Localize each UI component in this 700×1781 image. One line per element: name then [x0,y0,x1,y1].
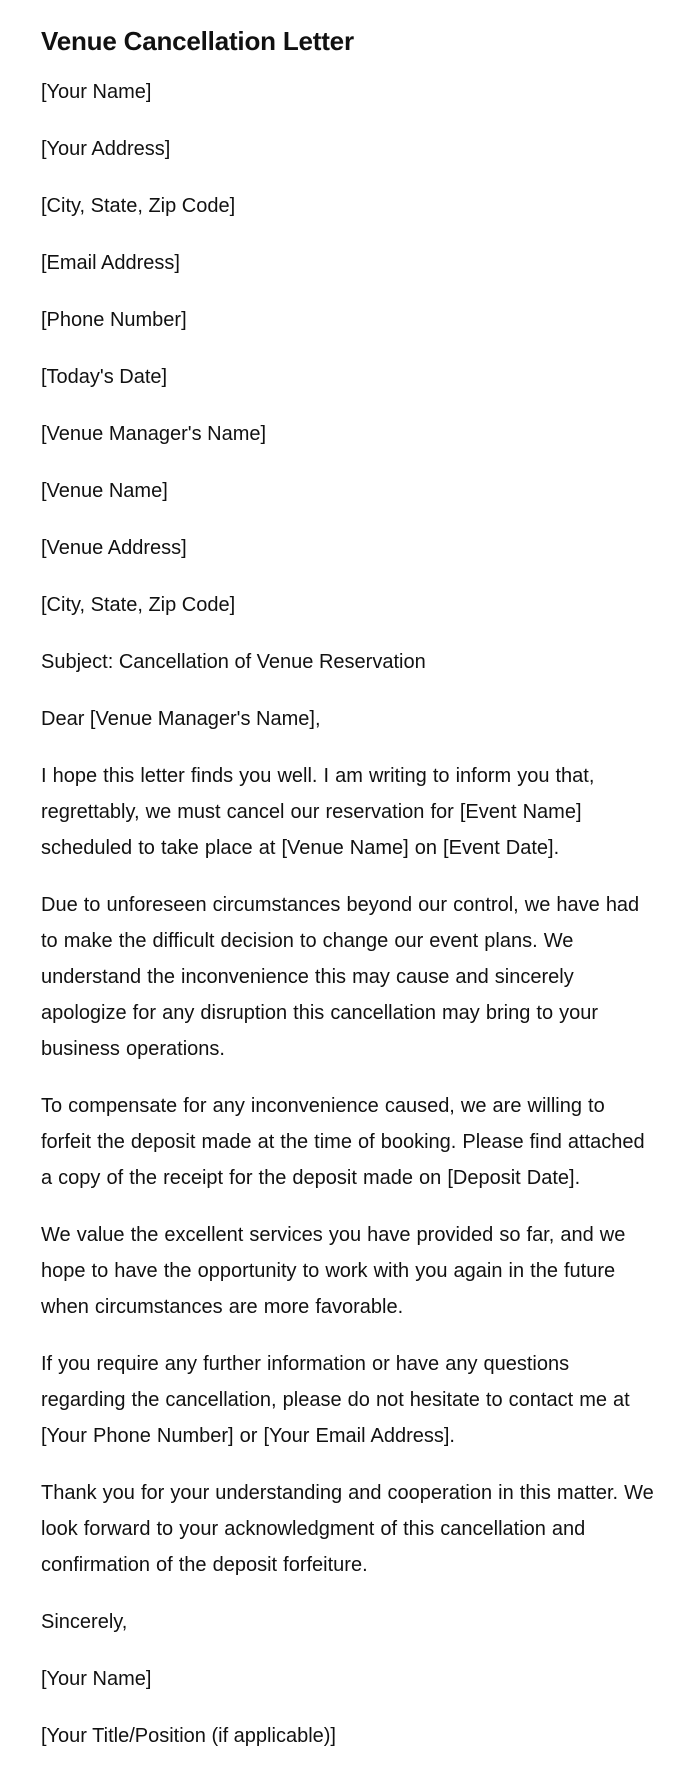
letter-subject: Subject: Cancellation of Venue Reservation [41,651,426,673]
document-title: Venue Cancellation Letter [41,26,354,56]
body-paragraph-6: Thank you for your understanding and cooperation in this matter. We look forward to your acknowledgment of this cancellation and confirmation of the deposit forfeiture. [41,1482,654,1576]
body-paragraph-5: If you require any further information or have any questions regarding the cancellation, please do not hesitate to contact me at [Your Phone Number] or [Your Email Address]. [41,1353,630,1447]
letter-salutation: Dear [Venue Manager's Name], [41,708,321,730]
recipient-manager-name: [Venue Manager's Name] [41,423,267,445]
recipient-venue-name: [Venue Name] [41,480,168,502]
body-paragraph-1: I hope this letter finds you well. I am writing to inform you that, regrettably, we must cancel our reservation for [Event Name] scheduled to take place at [Venue Name] on [Event Date]. [41,765,595,859]
sender-address: [Your Address] [41,138,171,160]
recipient-city-state-zip: [City, State, Zip Code] [41,594,236,616]
sender-city-state-zip: [City, State, Zip Code] [41,195,236,217]
signature-title: [Your Title/Position (if applicable)] [41,1725,336,1747]
sender-name: [Your Name] [41,81,152,103]
sender-email: [Email Address] [41,252,180,274]
letter-closing: Sincerely, [41,1611,128,1633]
signature-name: [Your Name] [41,1668,152,1690]
sender-phone: [Phone Number] [41,309,187,331]
body-paragraph-4: We value the excellent services you have provided so far, and we hope to have the opportunity to work with you again in the future when circumstances are more favorable. [41,1224,626,1318]
body-paragraph-2: Due to unforeseen circumstances beyond our control, we have had to make the difficult decision to change our event plans. We understand the inconvenience this may cause and sincerely apologize for any disruption this cancellation may bring to your business operations. [41,894,640,1060]
body-paragraph-3: To compensate for any inconvenience caused, we are willing to forfeit the deposit made at the time of booking. Please find attached a copy of the receipt for the deposit made on [Deposit Date]. [41,1095,645,1189]
letter-date: [Today's Date] [41,366,168,388]
recipient-venue-address: [Venue Address] [41,537,187,559]
